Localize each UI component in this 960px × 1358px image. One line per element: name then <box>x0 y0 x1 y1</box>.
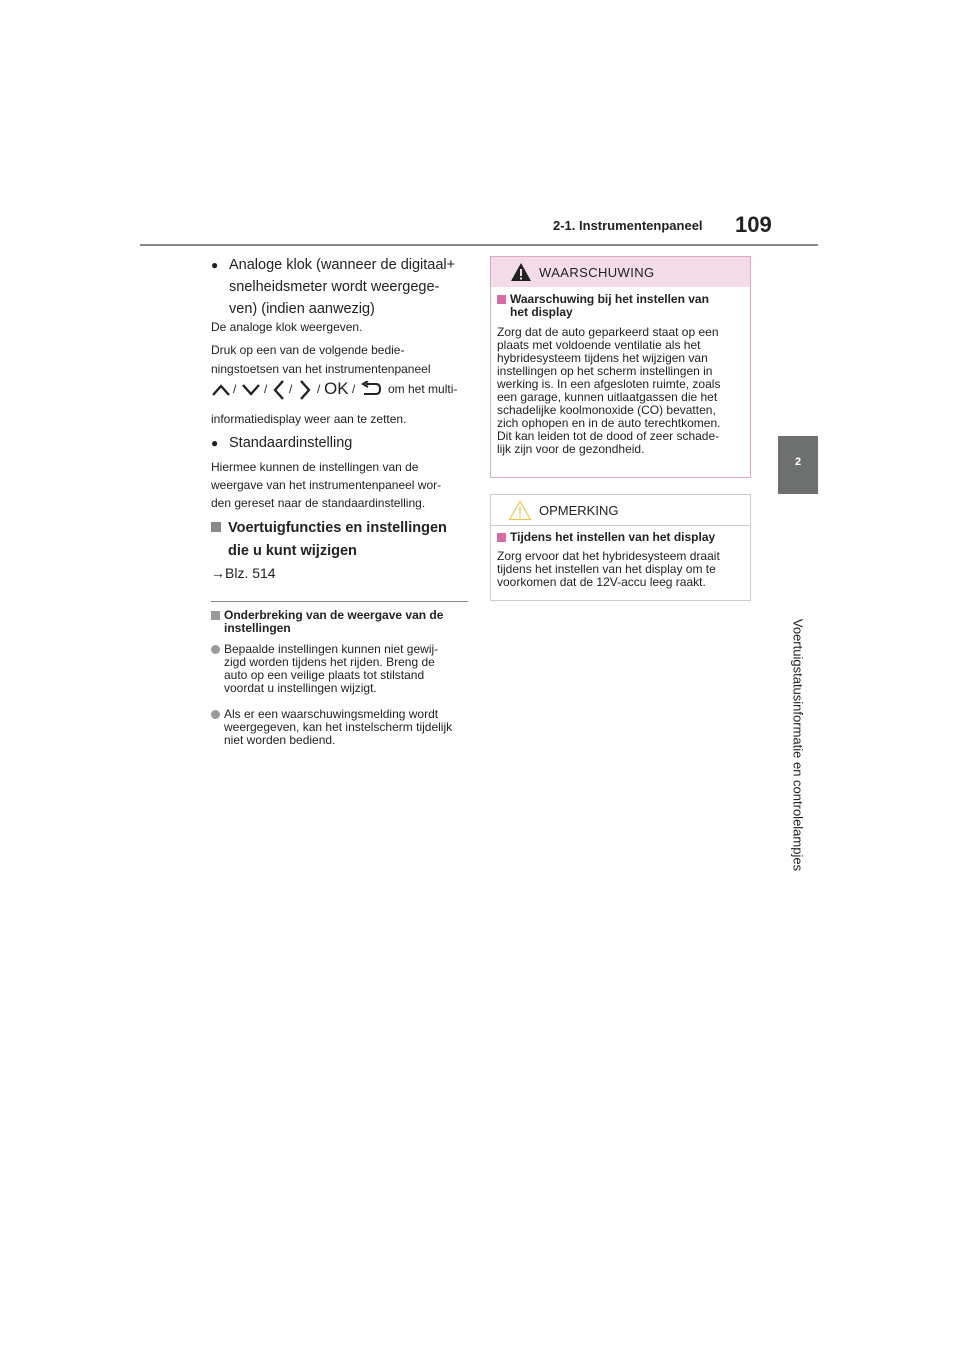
notice-square-marker <box>497 533 506 542</box>
warning-subheading-line: het display <box>510 305 573 319</box>
left-chevron-icon <box>273 379 285 401</box>
druk-line: Druk op een van de volgende bedie- <box>211 343 405 357</box>
note-item-line: zigd worden tijdens het rijden. Breng de <box>224 655 435 669</box>
warning-subheading-line: Waarschuwing bij het instellen van <box>510 292 709 306</box>
warning-text-line: werking is. In een afgesloten ruimte, zoals <box>497 377 721 391</box>
warning-text-line: Zorg dat de auto geparkeerd staat op een <box>497 325 719 339</box>
bullet2-line: den gereset naar de standaardinstelling. <box>211 496 426 510</box>
bullet2-title: Standaardinstelling <box>229 435 353 451</box>
key-separator: / <box>233 382 237 396</box>
note-item-line: Als er een waarschuwingsmelding wordt <box>224 707 439 721</box>
key-separator: / <box>264 382 268 396</box>
note-item-line: voordat u instellingen wijzigt. <box>224 681 377 695</box>
notice-subheading <box>497 531 742 544</box>
chapter-label: Voertuigstatusinformatie en controlelampjes <box>790 618 806 872</box>
warning-text-line: Dit kan leiden tot de dood of zeer schade- <box>497 429 720 443</box>
page-number: 109 <box>735 212 772 237</box>
bullet-default-settings <box>211 432 471 454</box>
note-heading-line: instellingen <box>224 621 291 635</box>
note-divider <box>211 601 468 602</box>
warning-text-line: schadelijke koolmonoxide (CO) bevatten, <box>497 403 716 417</box>
key-separator: / <box>352 382 356 396</box>
up-chevron-icon <box>211 383 231 397</box>
section-heading <box>211 517 471 563</box>
note-square-marker <box>211 611 220 620</box>
notice-box <box>490 494 751 601</box>
notice-text-line: Zorg ervoor dat het hybridesysteem draait <box>497 549 720 563</box>
keys-suffix: om het multi- <box>388 382 458 396</box>
section-title: 2-1. Instrumentenpaneel <box>553 218 703 233</box>
caution-triangle-icon <box>508 500 532 521</box>
notice-header <box>491 495 750 526</box>
note-dot-marker <box>211 710 220 719</box>
bullet-dot: ● <box>211 436 219 450</box>
control-keys <box>211 379 471 401</box>
key-separator: / <box>317 382 321 396</box>
note-heading-line: Onderbreking van de weergave van de <box>224 608 444 622</box>
warning-triangle-icon <box>510 262 532 282</box>
warning-text-line: hybridesysteem tijdens het wijzigen van <box>497 351 708 365</box>
warning-text-line: plaats met voldoende ventilatie als het <box>497 338 701 352</box>
notice-title: OPMERKING <box>539 503 619 518</box>
analog-clock-text: De analoge klok weergeven. <box>211 320 363 334</box>
notice-text-line: voorkomen dat de 12V-accu leeg raakt. <box>497 575 706 589</box>
warning-subheading <box>497 293 742 319</box>
down-chevron-icon <box>241 383 261 397</box>
section-heading-line: die u kunt wijzigen <box>228 543 357 559</box>
bullet2-line: Hiermee kunnen de instellingen van de <box>211 460 419 474</box>
note-dot-marker <box>211 645 220 654</box>
notice-text-line: tijdens het instellen van het display om te <box>497 562 716 576</box>
page-reference-link[interactable]: →Blz. 514 <box>211 565 276 581</box>
note-item <box>211 643 473 695</box>
section-square-marker <box>211 522 221 532</box>
warning-header <box>491 257 750 287</box>
druk-line: ningstoetsen van het instrumentenpaneel <box>211 362 431 376</box>
bullet-dot: ● <box>211 258 219 272</box>
warning-text-line: een garage, kunnen uitlaatgassen die het <box>497 390 718 404</box>
chapter-number: 2 <box>794 456 802 468</box>
note-item-line: niet worden bediend. <box>224 733 336 747</box>
warning-text-line: zich ophopen en in de auto terechtkomen. <box>497 416 721 430</box>
section-heading-line: Voertuigfuncties en instellingen <box>228 520 447 536</box>
warning-text <box>497 326 747 456</box>
notice-subheading-line: Tijdens het instellen van het display <box>510 530 716 544</box>
warning-box <box>490 256 751 478</box>
back-arrow-icon <box>360 381 382 399</box>
bullet1-line: Analoge klok (wanneer de digitaal+ <box>229 257 456 273</box>
warning-square-marker <box>497 295 506 304</box>
warning-title: WAARSCHUWING <box>539 265 655 280</box>
right-chevron-icon <box>299 379 311 401</box>
warning-text-line: instellingen op het scherm instellingen in <box>497 364 713 378</box>
key-separator: / <box>289 382 293 396</box>
note-item-line: Bepaalde instellingen kunnen niet gewij- <box>224 642 439 656</box>
header-rule <box>140 244 818 246</box>
bullet2-line: weergave van het instrumentenpaneel wor- <box>211 478 442 492</box>
keys-continuation: informatiedisplay weer aan te zetten. <box>211 412 407 426</box>
note-item-line: weergegeven, kan het instelscherm tijdelijk <box>224 720 453 734</box>
note-heading <box>211 609 469 635</box>
ok-key: OK <box>324 379 349 398</box>
warning-text-line: lijk zijn voor de gezondheid. <box>497 442 645 456</box>
bullet-analog-clock <box>211 254 471 320</box>
bullet1-line: ven) (indien aanwezig) <box>229 301 375 317</box>
note-item-line: auto op een veilige plaats tot stilstand <box>224 668 425 682</box>
notice-text <box>497 550 747 589</box>
note-item <box>211 708 473 747</box>
bullet1-line: snelheidsmeter wordt weergege- <box>229 279 440 295</box>
